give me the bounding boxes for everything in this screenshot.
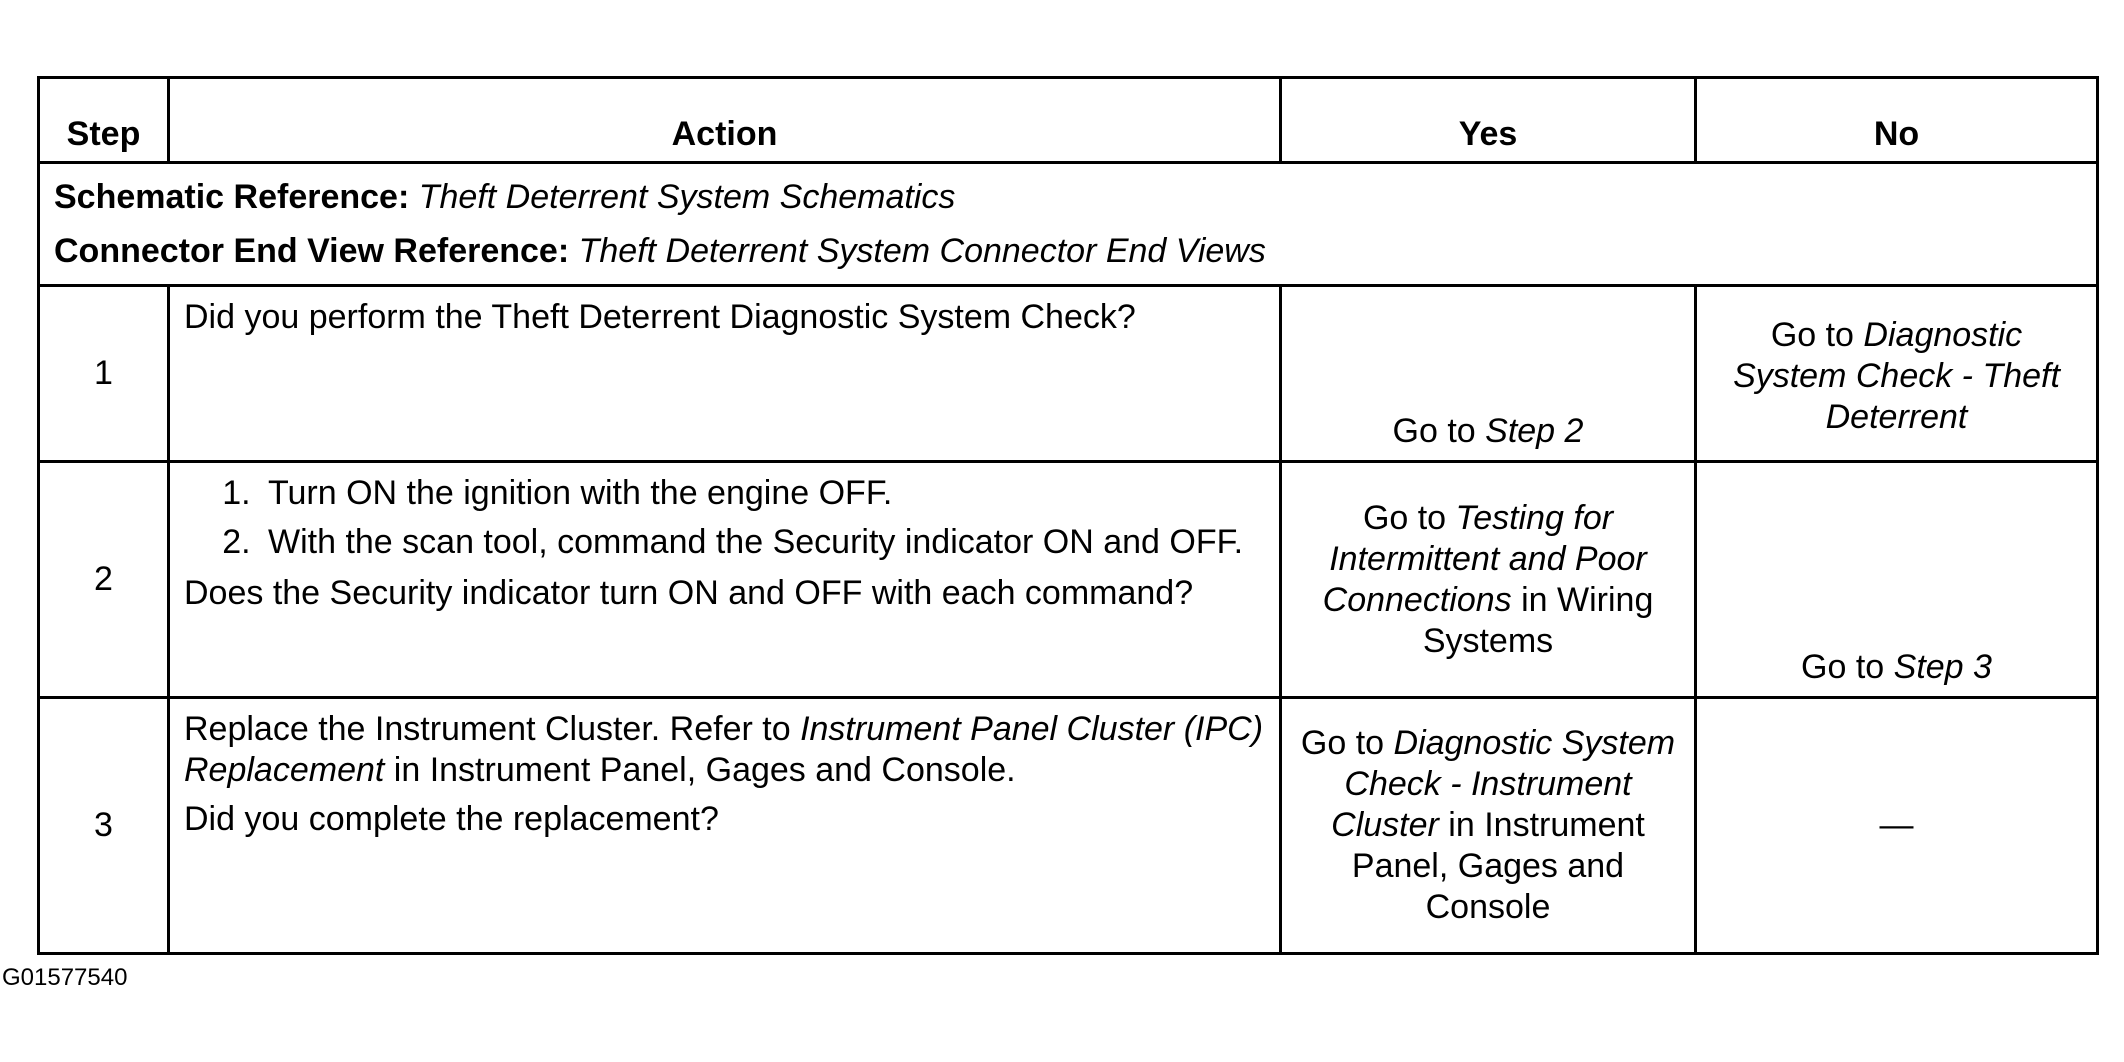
yes-cell: [1281, 462, 1696, 698]
header-row: [39, 78, 2098, 163]
schematic-reference-link[interactable]: Theft Deterrent System Schematics: [418, 178, 956, 216]
step-number: 2: [39, 462, 169, 698]
no-cell: [1696, 698, 2098, 954]
connector-reference-label: Connector End View Reference:: [54, 232, 570, 270]
instruction-prefix: Replace the Instrument Cluster. Refer to: [184, 710, 801, 748]
yes-cell: [1281, 286, 1696, 462]
header-step: Step: [39, 78, 169, 163]
action-cell: [169, 286, 1281, 462]
action-cell: [169, 698, 1281, 954]
action-question: Did you complete the replacement?: [184, 800, 719, 838]
connector-reference-link[interactable]: Theft Deterrent System Connector End Views: [578, 232, 1266, 270]
action-cell: [169, 462, 1281, 698]
reference-row: [39, 163, 2098, 286]
no-link[interactable]: Step 3: [1893, 648, 1992, 686]
table-row: [39, 286, 2098, 462]
diagnostic-table: [37, 76, 2099, 955]
instruction-link[interactable]: Instrument Panel Cluster (IPC) Replacement: [184, 710, 1264, 789]
yes-suffix: in Wiring Systems: [1422, 580, 1654, 660]
yes-link[interactable]: Diagnostic System Check - Instrument Cluster: [1331, 724, 1676, 844]
no-dash: —: [1879, 806, 1914, 844]
header-action: Action: [169, 78, 1281, 163]
reference-cell: [39, 163, 2098, 286]
no-link[interactable]: Diagnostic System Check - Theft Deterrent: [1733, 316, 2060, 436]
action-instruction: [184, 709, 1265, 791]
yes-prefix: Go to: [1300, 724, 1394, 762]
table-row: [39, 698, 2098, 954]
no-cell: [1696, 286, 2098, 462]
substep-list: [184, 473, 1265, 563]
yes-suffix: in Instrument Panel, Gages and Console: [1351, 806, 1645, 926]
step-number: 3: [39, 698, 169, 954]
figure-id: G01577540: [2, 964, 128, 991]
connector-reference: [54, 224, 2082, 278]
list-item: 1. Turn ON the ignition with the engine OFF.: [260, 473, 1265, 514]
no-cell: [1696, 462, 2098, 698]
table-row: [39, 462, 2098, 698]
step-number: 1: [39, 286, 169, 462]
no-prefix: Go to: [1801, 648, 1894, 686]
yes-prefix: Go to: [1362, 498, 1456, 537]
action-question: Does the Security indicator turn ON and OFF with each command?: [184, 574, 1194, 612]
header-yes: Yes: [1281, 78, 1696, 163]
schematic-reference: [54, 170, 2082, 224]
yes-prefix: Go to: [1392, 412, 1486, 450]
yes-link[interactable]: Step 2: [1485, 412, 1584, 450]
action-question: Did you perform the Theft Deterrent Diagnostic System Check?: [184, 298, 1136, 336]
list-item: 2. With the scan tool, command the Security indicator ON and OFF.: [260, 522, 1265, 563]
yes-cell: [1281, 698, 1696, 954]
instruction-suffix: in Instrument Panel, Gages and Console.: [384, 751, 1016, 789]
schematic-reference-label: Schematic Reference:: [54, 178, 410, 216]
header-no: No: [1696, 78, 2098, 163]
yes-link[interactable]: Testing for Intermittent and Poor Connections: [1322, 498, 1647, 619]
no-prefix: Go to: [1770, 316, 1864, 354]
